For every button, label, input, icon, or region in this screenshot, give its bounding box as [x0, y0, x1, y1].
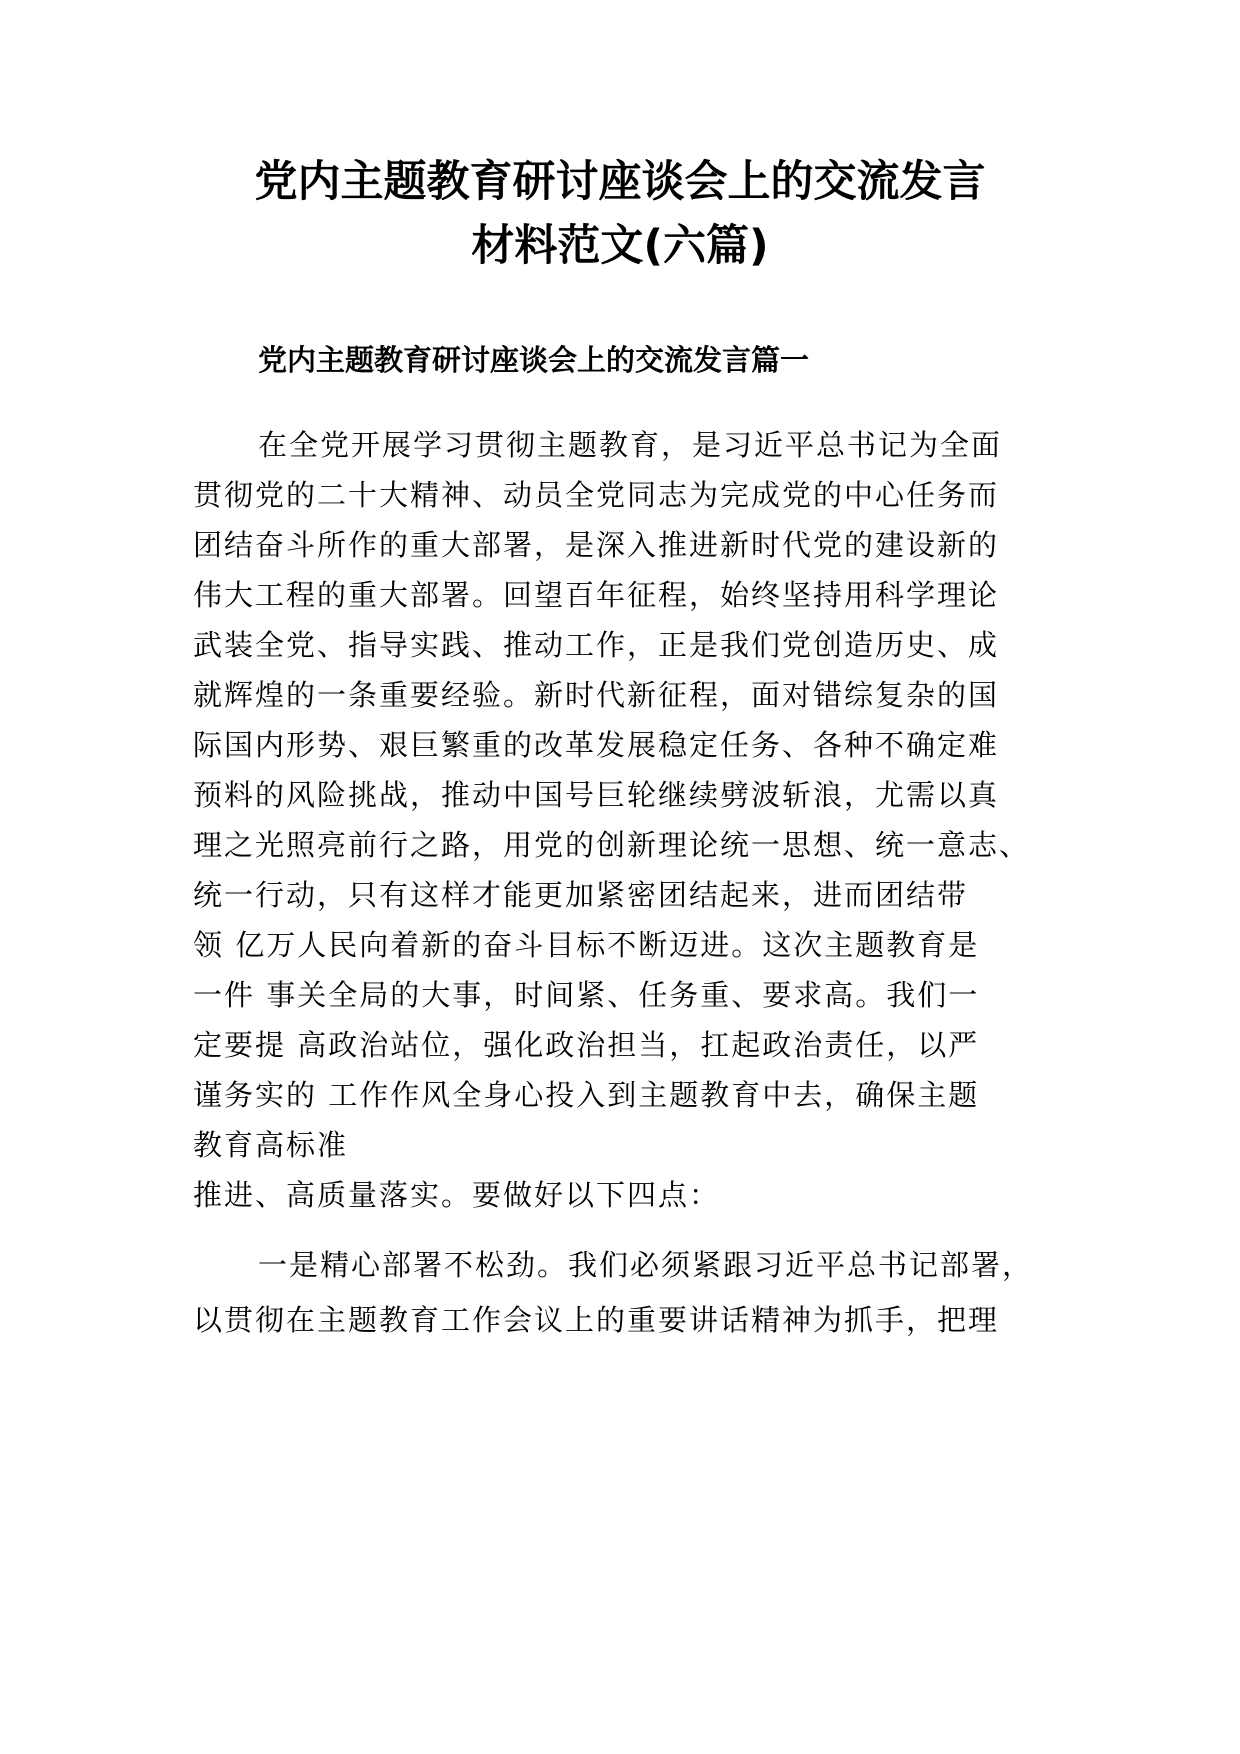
- body-line: 伟大工程的重大部署。回望百年征程，始终坚持用科学理论: [193, 578, 1000, 612]
- body-line: 推进、高质量落实。要做好以下四点：: [193, 1178, 721, 1212]
- title-line-1: 党内主题教育研讨座谈会上的交流发言: [254, 157, 986, 207]
- body-line: 教育高标准: [193, 1128, 349, 1162]
- body-line: 领 亿万人民向着新的奋斗目标不断迈进。这次主题教育是: [193, 928, 980, 962]
- section-heading: 党内主题教育研讨座谈会上的交流发言篇一: [258, 343, 810, 377]
- body-line: 贯彻党的二十大精神、动员全党同志为完成党的中心任务而: [193, 478, 1000, 512]
- body-line: 武装全党、指导实践、推动工作，正是我们党创造历史、成: [193, 628, 1000, 662]
- body-line: 就辉煌的一条重要经验。新时代新征程，面对错综复杂的国: [193, 678, 1000, 712]
- body-line: 理之光照亮前行之路，用党的创新理论统一思想、统一意志、: [193, 828, 1031, 862]
- body-line: 以贯彻在主题教育工作会议上的重要讲话精神为抓手，把理: [193, 1303, 1000, 1337]
- body-line: 统一行动，只有这样才能更加紧密团结起来，进而团结带: [193, 878, 969, 912]
- body-line: 一是精心部署不松劲。我们必须紧跟习近平总书记部署，: [258, 1248, 1034, 1282]
- body-line: 在全党开展学习贯彻主题教育，是习近平总书记为全面: [258, 428, 1003, 462]
- body-line: 团结奋斗所作的重大部署，是深入推进新时代党的建设新的: [193, 528, 1000, 562]
- title-line-2: 材料范文(六篇): [471, 221, 769, 271]
- body-line: 谨务实的 工作作风全身心投入到主题教育中去，确保主题: [193, 1078, 980, 1112]
- body-line: 际国内形势、艰巨繁重的改革发展稳定任务、各种不确定难: [193, 728, 1000, 762]
- document-title: [180, 150, 1060, 278]
- body-line: 定要提 高政治站位，强化政治担当，扛起政治责任，以严: [193, 1028, 980, 1062]
- body-line: 预料的风险挑战，推动中国号巨轮继续劈波斩浪，尤需以真: [193, 778, 1000, 812]
- body-line: 一件 事关全局的大事，时间紧、任务重、要求高。我们一: [193, 978, 980, 1012]
